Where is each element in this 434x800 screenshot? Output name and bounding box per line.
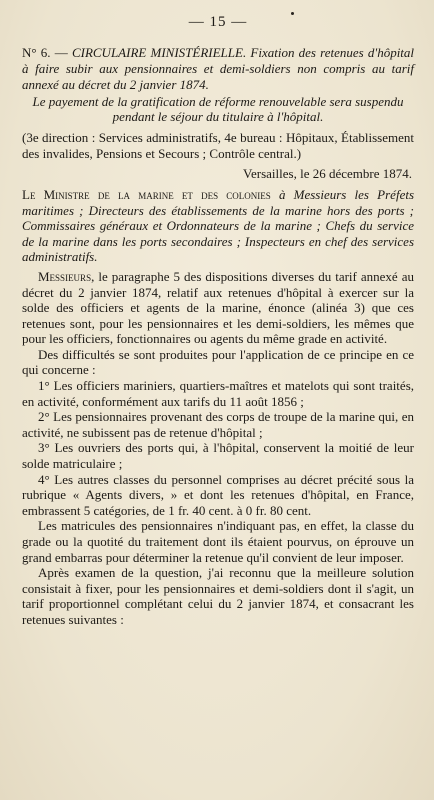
paragraph-3: 1° Les officiers mariniers, quartiers-maîtres et matelots qui sont traités, en activité, conformément aux tarifs du 11 août 1856 ;	[22, 378, 414, 409]
paragraph-1	[22, 269, 414, 347]
addressee	[22, 187, 414, 265]
addressee-recipients: à Messieurs les Préfets maritimes ; Directeurs des établissements de la marine hors des ports ; Commissaires généraux et Ordonnateurs de la marine ; Chefs du service de la marine dans les ports secondaires ; Inspecteurs en chef des services administratifs.	[22, 187, 415, 265]
circular-number: N° 6.	[22, 45, 51, 60]
addressee-lead: Le Ministre de la marine et des colonies	[22, 187, 271, 203]
circular-heading: CIRCULAIRE MINISTÉRIELLE.	[71, 45, 247, 60]
paragraph-2: Des difficultés se sont produites pour l'application de ce principe en ce qui concerne :	[22, 346, 414, 378]
paragraph-1-text: le paragraphe 5 des dispositions diverses du tarif annexé au décret du 2 janvier 1874, relatif aux retenues d'hôpital à exercer sur la solde des officiers et agents de la marine, énonce (alinéa 3) que ces retenues sont, pour les pensionnaires et les demi-soldiers, les mêmes que pour les officiers, fonctionnaires ou agents du même grade en activité.	[22, 268, 415, 347]
circular-subtitle: Le payement de la gratification de réforme renouvelable sera suspendu pendant le séjour du titulaire à l'hôpital.	[32, 94, 404, 124]
salutation: Messieurs,	[38, 268, 95, 284]
title-dash: —	[54, 45, 68, 60]
page-number: — 15 —	[188, 14, 248, 30]
circular-title	[22, 45, 414, 93]
paragraph-7: Les matricules des pensionnaires n'indiquant pas, en effet, la classe du grade ou la quotité du traitement dont ils étaient pourvus, on éprouve un grand embarras pour déterminer la retenue qu'il convient de leur imposer.	[22, 518, 414, 565]
ink-speck	[291, 12, 294, 15]
paragraph-8: Après examen de la question, j'ai reconnu que la meilleure solution consistait à fixer, pour les pensionnaires et demi-soldiers dont il s'agit, un tarif proportionnel complétant celui du 2 janvier 1874, et consacrant les retenues suivantes :	[22, 565, 414, 627]
circular-subject: Fixation des retenues d'hôpital à faire subir aux pensionnaires et demi-soldiers non compris au tarif annexé au décret du 2 janvier 1874.	[22, 45, 415, 92]
paragraph-6: 4° Les autres classes du personnel comprises au décret précité sous la rubrique « Agents divers, » et dont les retenues d'hôpital, en France, embrassent 5 catégories, de 1 fr. 40 cent. à 0 fr. 80 cent.	[22, 471, 414, 518]
paragraph-4: 2° Les pensionnaires provenant des corps de troupe de la marine qui, en activité, ne subissent pas de retenue d'hôpital ;	[22, 409, 414, 440]
document-date: Versailles, le 26 décembre 1874.	[243, 166, 412, 181]
direction-note: (3e direction : Services administratifs, 4e bureau : Hôpitaux, Établissement des invalides, Pensions et Secours ; Contrôle central.)	[22, 130, 414, 161]
paragraph-5: 3° Les ouvriers des ports qui, à l'hôpital, conservent la moitié de leur solde matriculaire ;	[22, 440, 414, 472]
